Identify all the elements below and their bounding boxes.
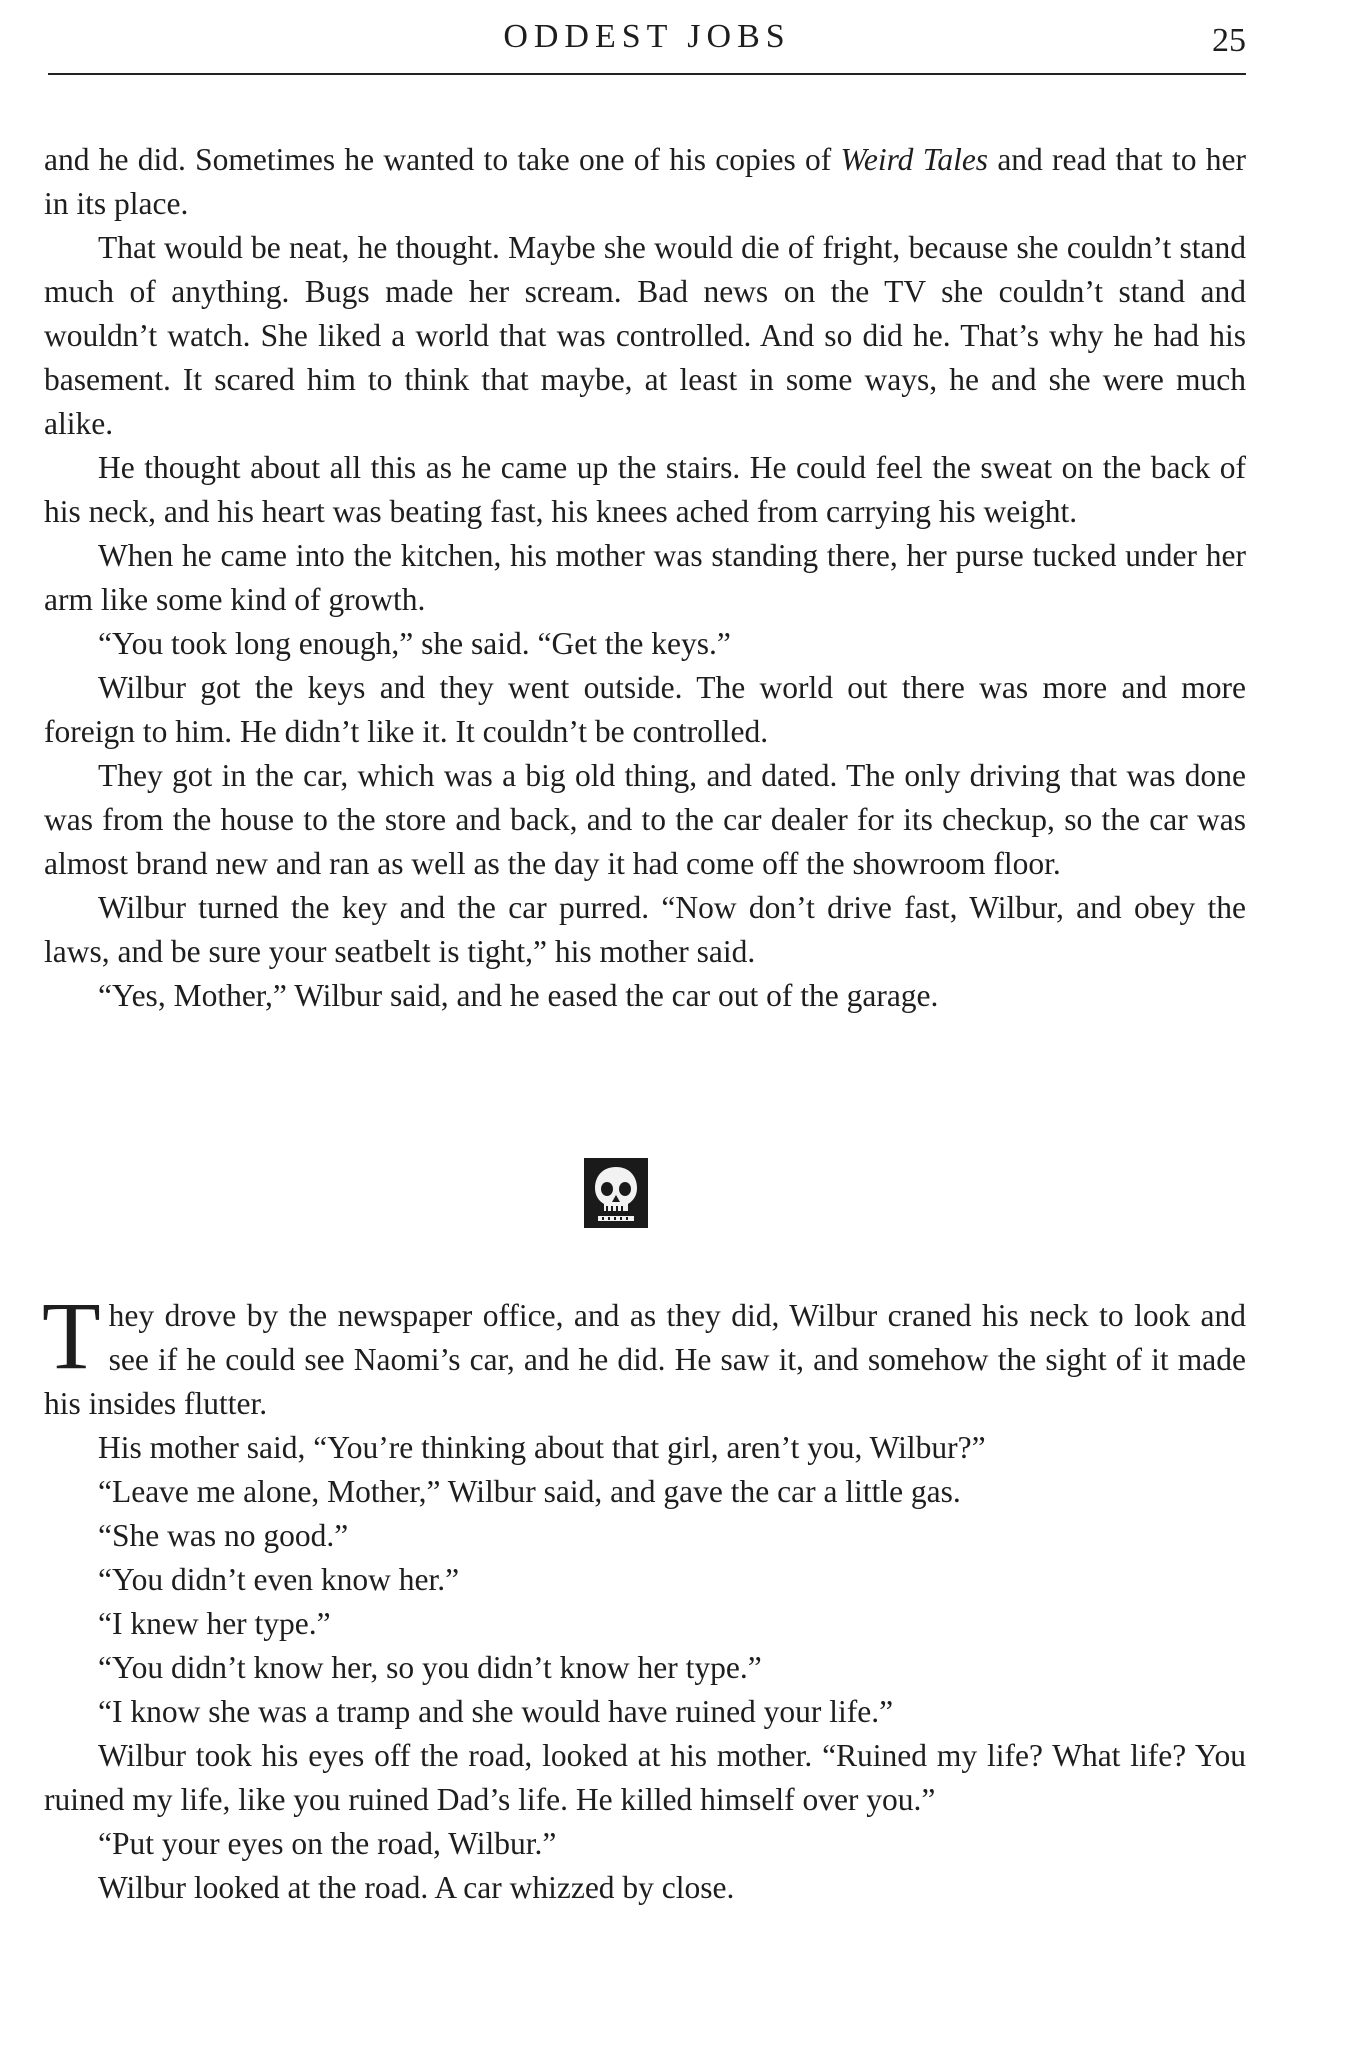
header-rule	[48, 73, 1246, 75]
paragraph-text: hey drove by the newspaper office, and as they did, Wilbur craned his neck to look and see if he could see Naomi’s car, and he did. He saw it, and somehow the sight of it made his insides flutter.	[44, 1298, 1246, 1421]
paragraph: Wilbur took his eyes off the road, looked at his mother. “Ruined my life? What life? You ruined my life, like you ruined Dad’s life. He killed himself over you.”	[44, 1738, 1246, 1817]
paragraph: “You took long enough,” she said. “Get the keys.”	[98, 626, 731, 661]
magazine-title: Weird Tales	[840, 142, 989, 177]
paragraph: “You didn’t know her, so you didn’t know her type.”	[98, 1650, 762, 1685]
paragraph	[44, 138, 1246, 226]
paragraph: Wilbur got the keys and they went outside. The world out there was more and more foreign to him. He didn’t like it. It couldn’t be controlled.	[44, 670, 1246, 749]
paragraph: That would be neat, he thought. Maybe she would die of fright, because she couldn’t stand much of anything. Bugs made her scream. Bad news on the TV she couldn’t stand and wouldn’t watch. She liked a world that was controlled. And so did he. That’s why he had his basement. It scared him to think that maybe, at least in some ways, he and she were much alike.	[44, 230, 1246, 441]
section-one	[44, 138, 1246, 1018]
section-two	[42, 1282, 1246, 1910]
running-head	[48, 10, 1246, 70]
paragraph: “You didn’t even know her.”	[98, 1562, 460, 1597]
paragraph-text: and read that to her in its place.	[44, 142, 1246, 221]
paragraph: When he came into the kitchen, his mother was standing there, her purse tucked under her arm like some kind of growth.	[44, 538, 1246, 617]
paragraph: They got in the car, which was a big old thing, and dated. The only driving that was done was from the house to the store and back, and to the car dealer for its checkup, so the car was almost brand new and ran as well as the day it had come off the showroom floor.	[44, 758, 1246, 881]
paragraph: His mother said, “You’re thinking about that girl, aren’t you, Wilbur?”	[98, 1430, 986, 1465]
running-title: ODDEST JOBS	[503, 18, 791, 55]
paragraph: “I know she was a tramp and she would have ruined your life.”	[98, 1694, 894, 1729]
paragraph: “I knew her type.”	[98, 1606, 331, 1641]
paragraph: Wilbur turned the key and the car purred. “Now don’t drive fast, Wilbur, and obey the laws, and be sure your seatbelt is tight,” his mother said.	[44, 890, 1246, 969]
skull-icon	[584, 1158, 648, 1228]
paragraph: “Yes, Mother,” Wilbur said, and he eased the car out of the garage.	[98, 978, 939, 1013]
paragraph: Wilbur looked at the road. A car whizzed by close.	[98, 1870, 735, 1905]
paragraph: “Leave me alone, Mother,” Wilbur said, and gave the car a little gas.	[98, 1474, 961, 1509]
drop-cap: T	[42, 1282, 101, 1389]
paragraph-text: and he did. Sometimes he wanted to take one of his copies of	[44, 142, 841, 177]
paragraph	[42, 1282, 1246, 1426]
paragraph: “She was no good.”	[98, 1518, 349, 1553]
paragraph: He thought about all this as he came up the stairs. He could feel the sweat on the back of his neck, and his heart was beating fast, his knees ached from carrying his weight.	[44, 450, 1246, 529]
page-number: 25	[1212, 22, 1246, 59]
paragraph: “Put your eyes on the road, Wilbur.”	[98, 1826, 557, 1861]
